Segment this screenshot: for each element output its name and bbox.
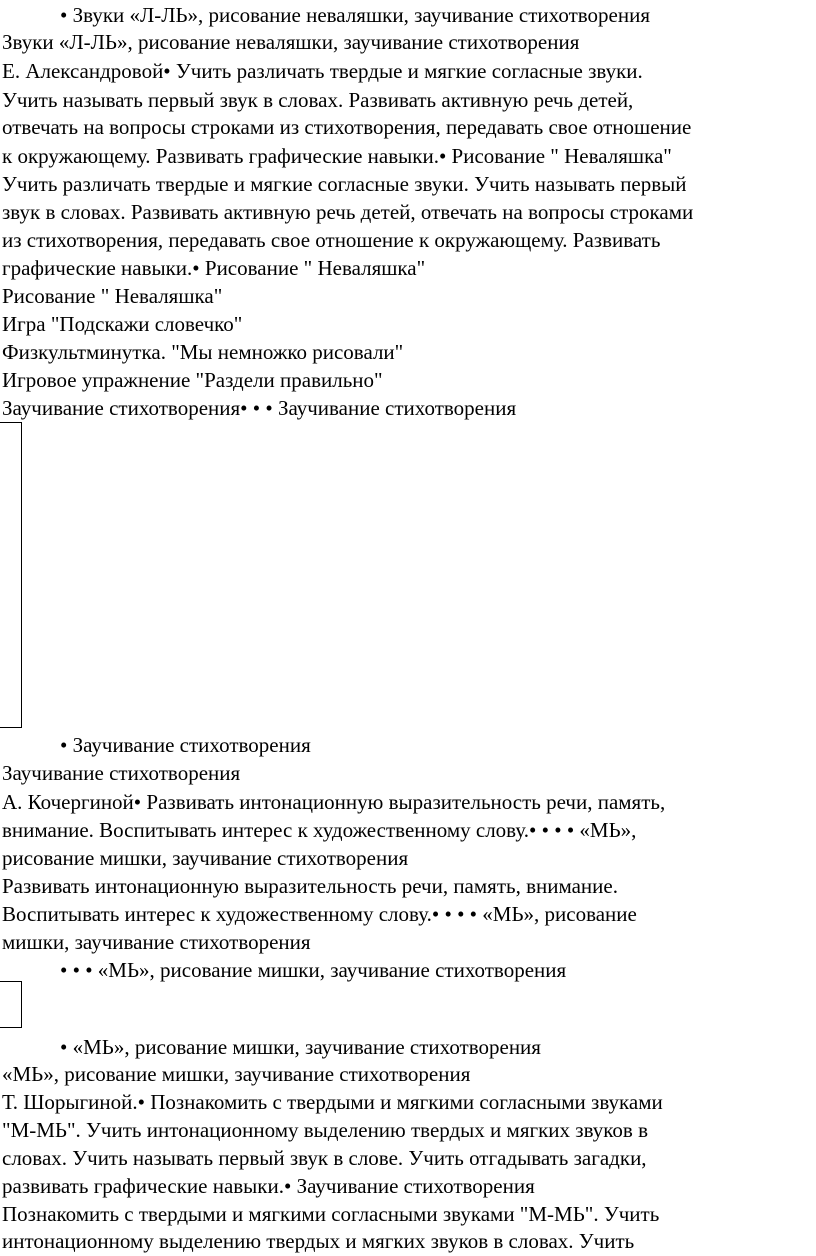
text-line: к окружающему. Развивать графические навыки.• Рисование " Неваляшка" xyxy=(2,144,672,168)
text-line: мишки, заучивание стихотворения xyxy=(2,930,311,954)
empty-image-frame xyxy=(0,981,22,1028)
text-line: графические навыки.• Рисование " Неваляшка" xyxy=(2,256,426,280)
text-line: Заучивание стихотворения xyxy=(2,761,241,785)
text-line: Т. Шорыгиной.• Познакомить с твердыми и мягкими согласными звуками xyxy=(2,1090,663,1114)
text-line: рисование мишки, заучивание стихотворения xyxy=(2,846,409,870)
text-line: «МЬ», рисование мишки, заучивание стихотворения xyxy=(2,1062,471,1086)
text-line: Познакомить с твердыми и мягкими согласными звуками "М-МЬ". Учить xyxy=(2,1202,660,1226)
text-line: Физкультминутка. "Мы немножко рисовали" xyxy=(2,340,404,364)
text-line: А. Кочергиной• Развивать интонационную выразительность речи, память, xyxy=(2,790,666,814)
text-line: развивать графические навыки.• Заучивание стихотворения xyxy=(2,1174,535,1198)
text-line: Учить называть первый звук в словах. Развивать активную речь детей, xyxy=(2,88,634,112)
text-line: звук в словах. Развивать активную речь детей, отвечать на вопросы строками xyxy=(2,200,694,224)
text-line: Рисование " Неваляшка" xyxy=(2,284,223,308)
text-line: Звуки «Л-ЛЬ», рисование неваляшки, заучивание стихотворения xyxy=(2,30,580,54)
bullet-heading: • • • «МЬ», рисование мишки, заучивание стихотворения xyxy=(60,958,567,982)
empty-image-frame xyxy=(0,422,22,728)
text-line: интонационному выделению твердых и мягких звуков в словах. Учить xyxy=(2,1229,635,1253)
text-line: "М-МЬ". Учить интонационному выделению твердых и мягких звуков в xyxy=(2,1118,648,1142)
bullet-heading: • «МЬ», рисование мишки, заучивание стихотворения xyxy=(60,1035,541,1059)
text-line: Заучивание стихотворения• • • Заучивание стихотворения xyxy=(2,396,517,420)
text-line: отвечать на вопросы строками из стихотворения, передавать свое отношение xyxy=(2,115,692,139)
text-line: словах. Учить называть первый звук в слове. Учить отгадывать загадки, xyxy=(2,1146,647,1170)
text-line: Игра "Подскажи словечко" xyxy=(2,312,243,336)
text-line: Е. Александровой• Учить различать твердые и мягкие согласные звуки. xyxy=(2,59,643,83)
text-line: Воспитывать интерес к художественному слову.• • • • «МЬ», рисование xyxy=(2,902,637,926)
text-line: Учить различать твердые и мягкие согласные звуки. Учить называть первый xyxy=(2,172,687,196)
text-line: из стихотворения, передавать свое отношение к окружающему. Развивать xyxy=(2,228,661,252)
bullet-heading: • Заучивание стихотворения xyxy=(60,733,311,757)
text-line: Развивать интонационную выразительность речи, память, внимание. xyxy=(2,874,618,898)
text-line: Игровое упражнение "Раздели правильно" xyxy=(2,368,383,392)
bullet-heading: • Звуки «Л-ЛЬ», рисование неваляшки, заучивание стихотворения xyxy=(60,3,650,27)
text-line: внимание. Воспитывать интерес к художественному слову.• • • • «МЬ», xyxy=(2,818,637,842)
